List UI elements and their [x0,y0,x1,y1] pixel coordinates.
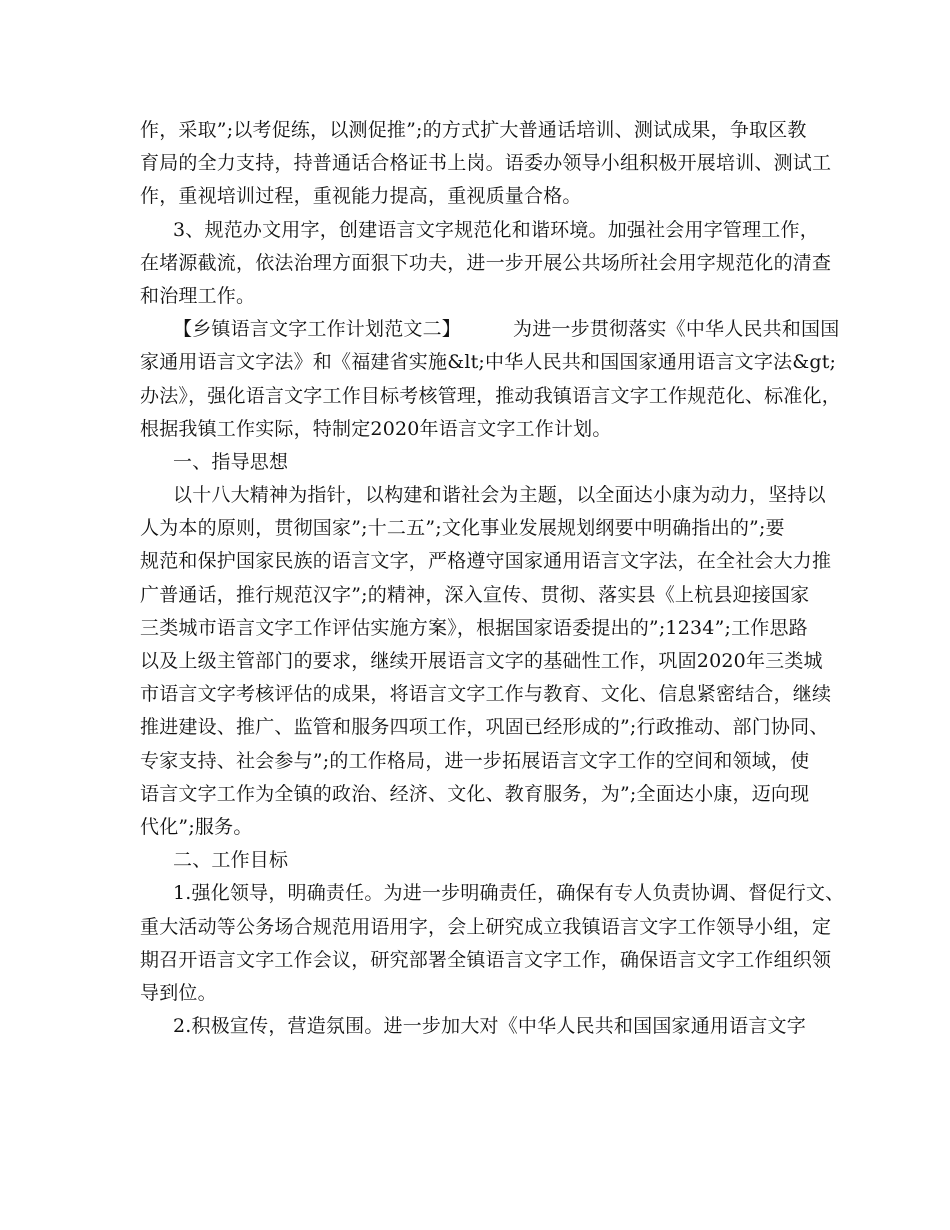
text-line: 1.强化领导，明确责任。为进一步明确责任，确保有专人负责协调、督促行文、 [173,882,845,905]
heading-work-goals: 二、工作目标 [173,849,289,872]
text-line: 以十八大精神为指针，以构建和谐社会为主题，以全面达小康为动力，坚持以 [173,484,826,507]
text-line: 人为本的原则，贯彻国家”;十二五”;文化事业发展规划纲要中明确指出的”;要 [140,517,785,540]
text-line: 三类城市语言文字工作评估实施方案》，根据国家语委提出的”;1234”;工作思路 [140,616,808,639]
text-line: 2.积极宣传，营造氛围。进一步加大对《中华人民共和国国家通用语言文字 [173,1015,806,1038]
text-line: 育局的全力支持，持普通话合格证书上岗。语委办领导小组积极开展培训、测试工 [140,152,832,175]
text-line: 办法》，强化语言文字工作目标考核管理，推动我镇语言文字工作规范化、标准化， [140,384,841,407]
text-run: 为进一步贯彻落实《中华人民共和国国 [513,318,840,341]
section-title: 【乡镇语言文字工作计划范文二】 [173,318,462,341]
text-line: 以及上级主管部门的要求，继续开展语言文字的基础性工作，巩固2020年三类城 [140,650,823,672]
text-line: 根据我镇工作实际，特制定2020年语言文字工作计划。 [140,417,612,440]
text-line: 在堵源截流，依法治理方面狠下功夫，进一步开展公共场所社会用字规范化的清查 [140,251,832,274]
text-line: 作，采取”;以考促练，以测促推”;的方式扩大普通话培训、测试成果，争取区教 [140,119,807,141]
text-line: 专家支持、社会参与”;的工作格局，进一步拓展语言文字工作的空间和领域，使 [140,749,810,772]
text-line: 3、规范办文用字，创建语言文字规范化和谐环境。加强社会用字管理工作， [173,218,819,241]
text-line: 代化”;服务。 [140,815,253,838]
text-line: 和治理工作。 [140,284,256,307]
heading-guiding-thought: 一、指导思想 [173,450,289,473]
section-heading-line [140,313,840,346]
text-line: 推进建设、推广、监管和服务四项工作，巩固已经形成的”;行政推动、部门协同、 [140,716,829,739]
text-line: 作，重视培训过程，重视能力提高，重视质量合格。 [140,185,582,208]
text-line: 重大活动等公务场合规范用语用字，会上研究成立我镇语言文字工作领导小组，定 [140,915,832,938]
text-line: 市语言文字考核评估的成果，将语言文字工作与教育、文化、信息紧密结合，继续 [140,683,832,706]
text-line: 期召开语言文字工作会议，研究部署全镇语言文字工作，确保语言文字工作组织领 [140,948,832,971]
text-line: 导到位。 [140,981,217,1004]
text-line: 家通用语言文字法》和《福建省实施&lt;中华人民共和国国家通用语言文字法&gt; [140,351,837,374]
text-line: 语言文字工作为全镇的政治、经济、文化、教育服务，为”;全面达小康，迈向现 [140,782,810,805]
text-line: 规范和保护国家民族的语言文字，严格遵守国家通用语言文字法，在全社会大力推 [140,550,832,573]
document-body [140,114,845,1043]
text-line: 广普通话，推行规范汉字”;的精神，深入宣传、贯彻、落实县《上杭县迎接国家 [140,583,810,606]
